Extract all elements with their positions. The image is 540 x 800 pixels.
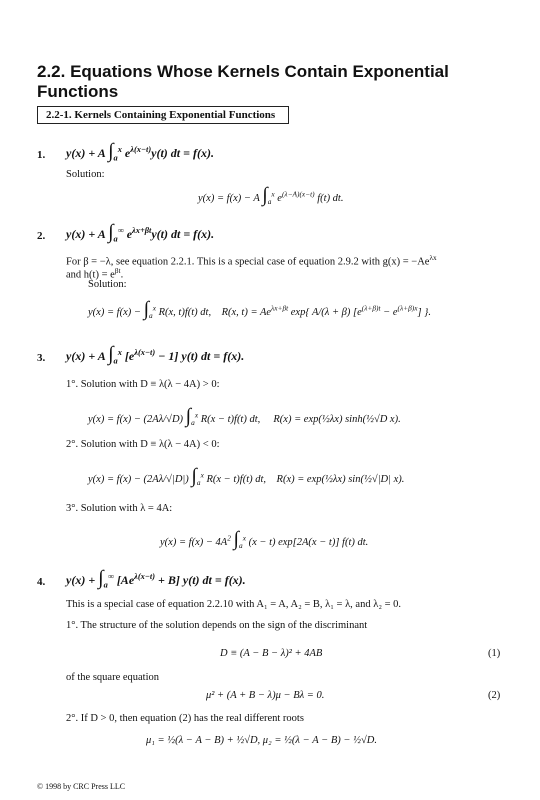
eq4-roots: μ₁ = ½(λ − A − B) + ½√D, μ₂ = ½(λ − A − B) − ½√D. [146, 735, 377, 746]
eq3-case1: y(x) = f(x) − (2Aλ/√D) $\int_a^x$ R(x − t)f(t) dt, R(x) = exp(½λx) sinh(½√D x). [88, 405, 401, 428]
eq2-heading: y(x) + A $\int_a^\infty$ $e^{\lambda x+\beta t}y(t)$ dt = f(x). [66, 221, 215, 244]
eq4-text-3: of the square equation [66, 672, 160, 683]
eq4-number: 4. [37, 576, 46, 588]
eq1-solution: y(x) = f(x) − A $\int_a^x$ $e^{(\lambda-A)(x-t)}$ f(t) dt. [198, 184, 344, 207]
eq2-solution: $y(x) = f(x) - \int_a^x$ R(x, t)f(t) dt, R(x, $t) = Ae^{\lambda x+\beta t}$ exp{ A/(λ + β) $[e^{(\lambda+\beta)t} - e^{(\lambda+\beta)x}]$ }. [88, 298, 432, 321]
eq4-discriminant-number: (1) [488, 648, 501, 659]
subsection-title: 2.2-1. Kernels Containing Exponential Functions [46, 109, 276, 121]
eq3-case3: $y(x) = f(x) - 4A^2$ $\int_a^x$ (x − t) exp[2A(x − t)] f(t) dt. [160, 528, 369, 551]
eq4-heading: $y(x) + \int_a^\infty$ $[Ae^{\lambda(x-t)} + B]$ y(t) dt = f(x). [66, 567, 246, 590]
eq1-solution-label: Solution: [66, 169, 105, 180]
eq3-case2: y(x) = f(x) − (2Aλ/√|D|) $\int_a^x$ R(x − t)f(t) dt, R(x) = exp(½λx) sin(½√|D| x). [88, 465, 405, 488]
eq3-case1-label: 1°. Solution with D ≡ λ(λ − 4A) > 0: [66, 379, 220, 390]
eq2-text-1: For β = −λ, see equation 2.2.1. This is a special case of equation 2.9.2 with $g(x) = -Ae^{\lambda x}$ [66, 253, 437, 268]
eq2-text-2: and $h(t) = e^{\beta t}$. [66, 266, 124, 281]
eq4-text-4: 2°. If D > 0, then equation (2) has the real different roots [66, 713, 304, 724]
eq1-number: 1. [37, 149, 46, 161]
eq2-solution-label: Solution: [88, 279, 127, 290]
eq3-number: 3. [37, 352, 46, 364]
eq3-heading: y(x) + A $\int_a^x$ $[e^{\lambda(x-t)} - 1]$ y(t) dt = f(x). [66, 343, 245, 366]
eq4-text-2: 1°. The structure of the solution depends on the sign of the discriminant [66, 620, 368, 631]
eq4-quadratic: μ² + (A + B − λ)μ − Bλ = 0. [206, 690, 325, 701]
eq1-heading: y(x) + A $\int_a^x$ $e^{\lambda(x-t)}y(t)$ dt = f(x). [66, 140, 214, 163]
footer-copyright: © 1998 by CRC Press LLC [37, 782, 126, 791]
eq2-number: 2. [37, 230, 46, 242]
eq4-discriminant: D ≡ (A − B − λ)² + 4AB [220, 648, 323, 659]
eq3-case2-label: 2°. Solution with D ≡ λ(λ − 4A) < 0: [66, 439, 220, 450]
eq3-case3-label: 3°. Solution with λ = 4A: [66, 503, 173, 514]
subsection-title-box [37, 106, 289, 124]
eq4-quadratic-number: (2) [488, 690, 501, 701]
eq4-text-1: This is a special case of equation 2.2.10 with A₁ = A, A₂ = B, λ₁ = λ, and λ₂ = 0. [66, 599, 402, 610]
section-title: 2.2. Equations Whose Kernels Contain Exponential Functions [37, 62, 449, 101]
